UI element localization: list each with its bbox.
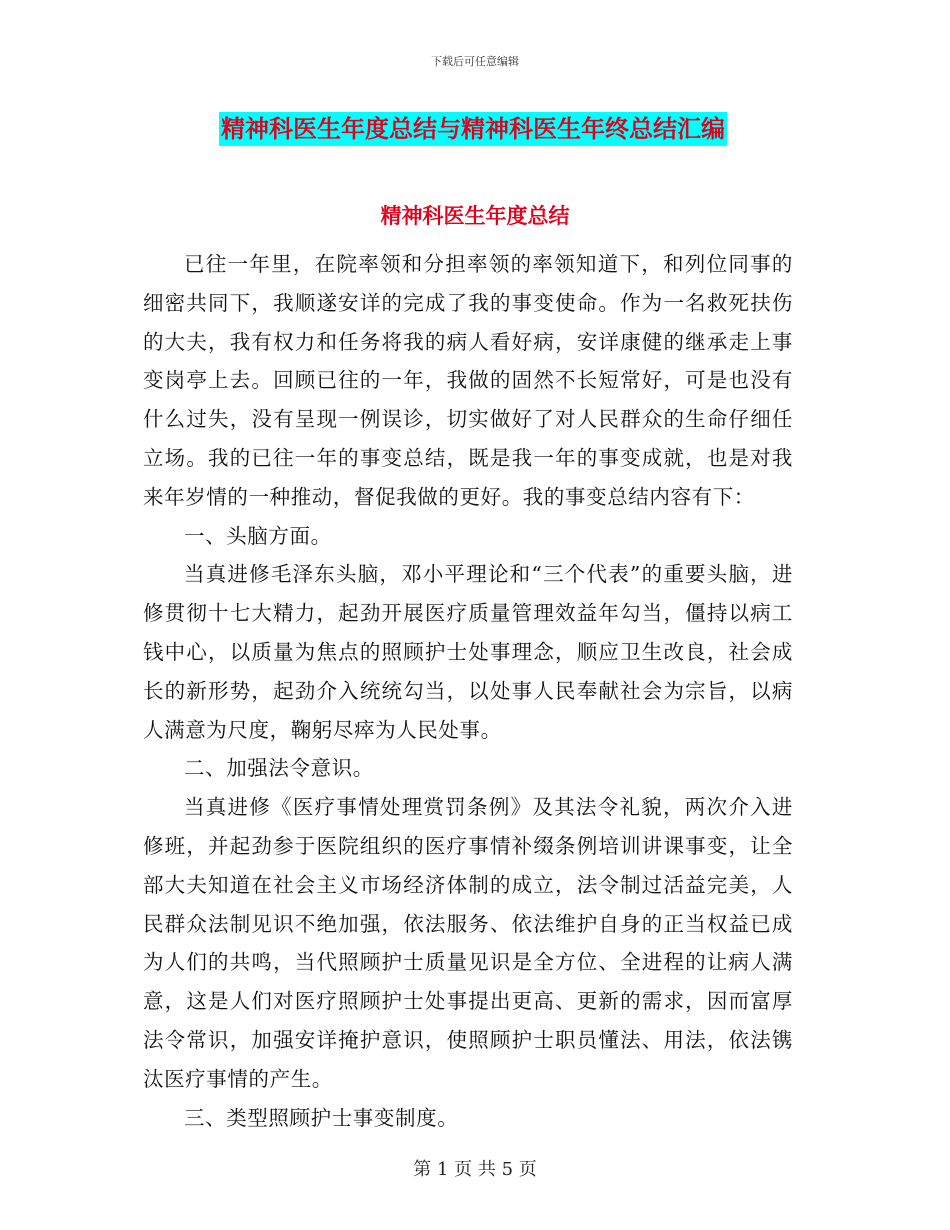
paragraph-law: 当真进修《医疗事情处理赏罚条例》及其法令礼貌，两次介入进修班，并起劲参于医院组织的医疗事情补缀条例培训讲课事变，让全部大夫知道在社会主义市场经济体制的成立，法令制过活益完美，人民群众法制见识不绝加强，依法服务、依法维护自身的正当权益已成为人们的共鸣，当代照顾护士质量见识是全方位、全进程的让病人满意，这是人们对医疗照顾护士处事提出更高、更新的需求，因而富厚法令常识，加强安详掩护意识，使照顾护士职员懂法、用法，依法镌汰医疗事情的产生。 <box>143 795 793 1091</box>
paragraph-thought: 当真进修毛泽东头脑，邓小平理论和“三个代表”的重要头脑，进修贯彻十七大精力，起劲开展医疗质量管理效益年勾当，僵持以病工钱中心，以质量为焦点的照顾护士处事理念，顺应卫生改良，社会成长的新形势，起劲介入统统勾当，以处事人民奉献社会为宗旨，以病人满意为尺度，鞠躬尽瘁为人民处事。 <box>143 562 793 742</box>
page-number: 第 1 页 共 5 页 <box>413 1159 537 1180</box>
section-title: 精神科医生年度总结 <box>380 204 570 228</box>
heading-thought: 一、头脑方面。 <box>184 523 332 548</box>
header-note: 下载后可任意编辑 <box>431 55 519 68</box>
heading-system: 三、类型照顾护士事变制度。 <box>184 1105 459 1130</box>
document-title: 精神科医生年度总结与精神科医生年终总结汇编 <box>219 112 727 146</box>
document-body <box>143 245 793 1137</box>
paragraph-intro: 已往一年里，在院率领和分担率领的率领知道下，和列位同事的细密共同下，我顺遂安详的完成了我的事变使命。作为一名救死扶伤的大夫，我有权力和任务将我的病人看好病，安详康健的继承走上事变岗亭上去。回顾已往的一年，我做的固然不长短常好，可是也没有什么过失，没有呈现一例误诊，切实做好了对人民群众的生命仔细任立场。我的已往一年的事变总结，既是我一年的事变成就，也是对我来年岁情的一种推动，督促我做的更好。我的事变总结内容有下： <box>143 252 793 509</box>
heading-law: 二、加强法令意识。 <box>184 756 374 781</box>
